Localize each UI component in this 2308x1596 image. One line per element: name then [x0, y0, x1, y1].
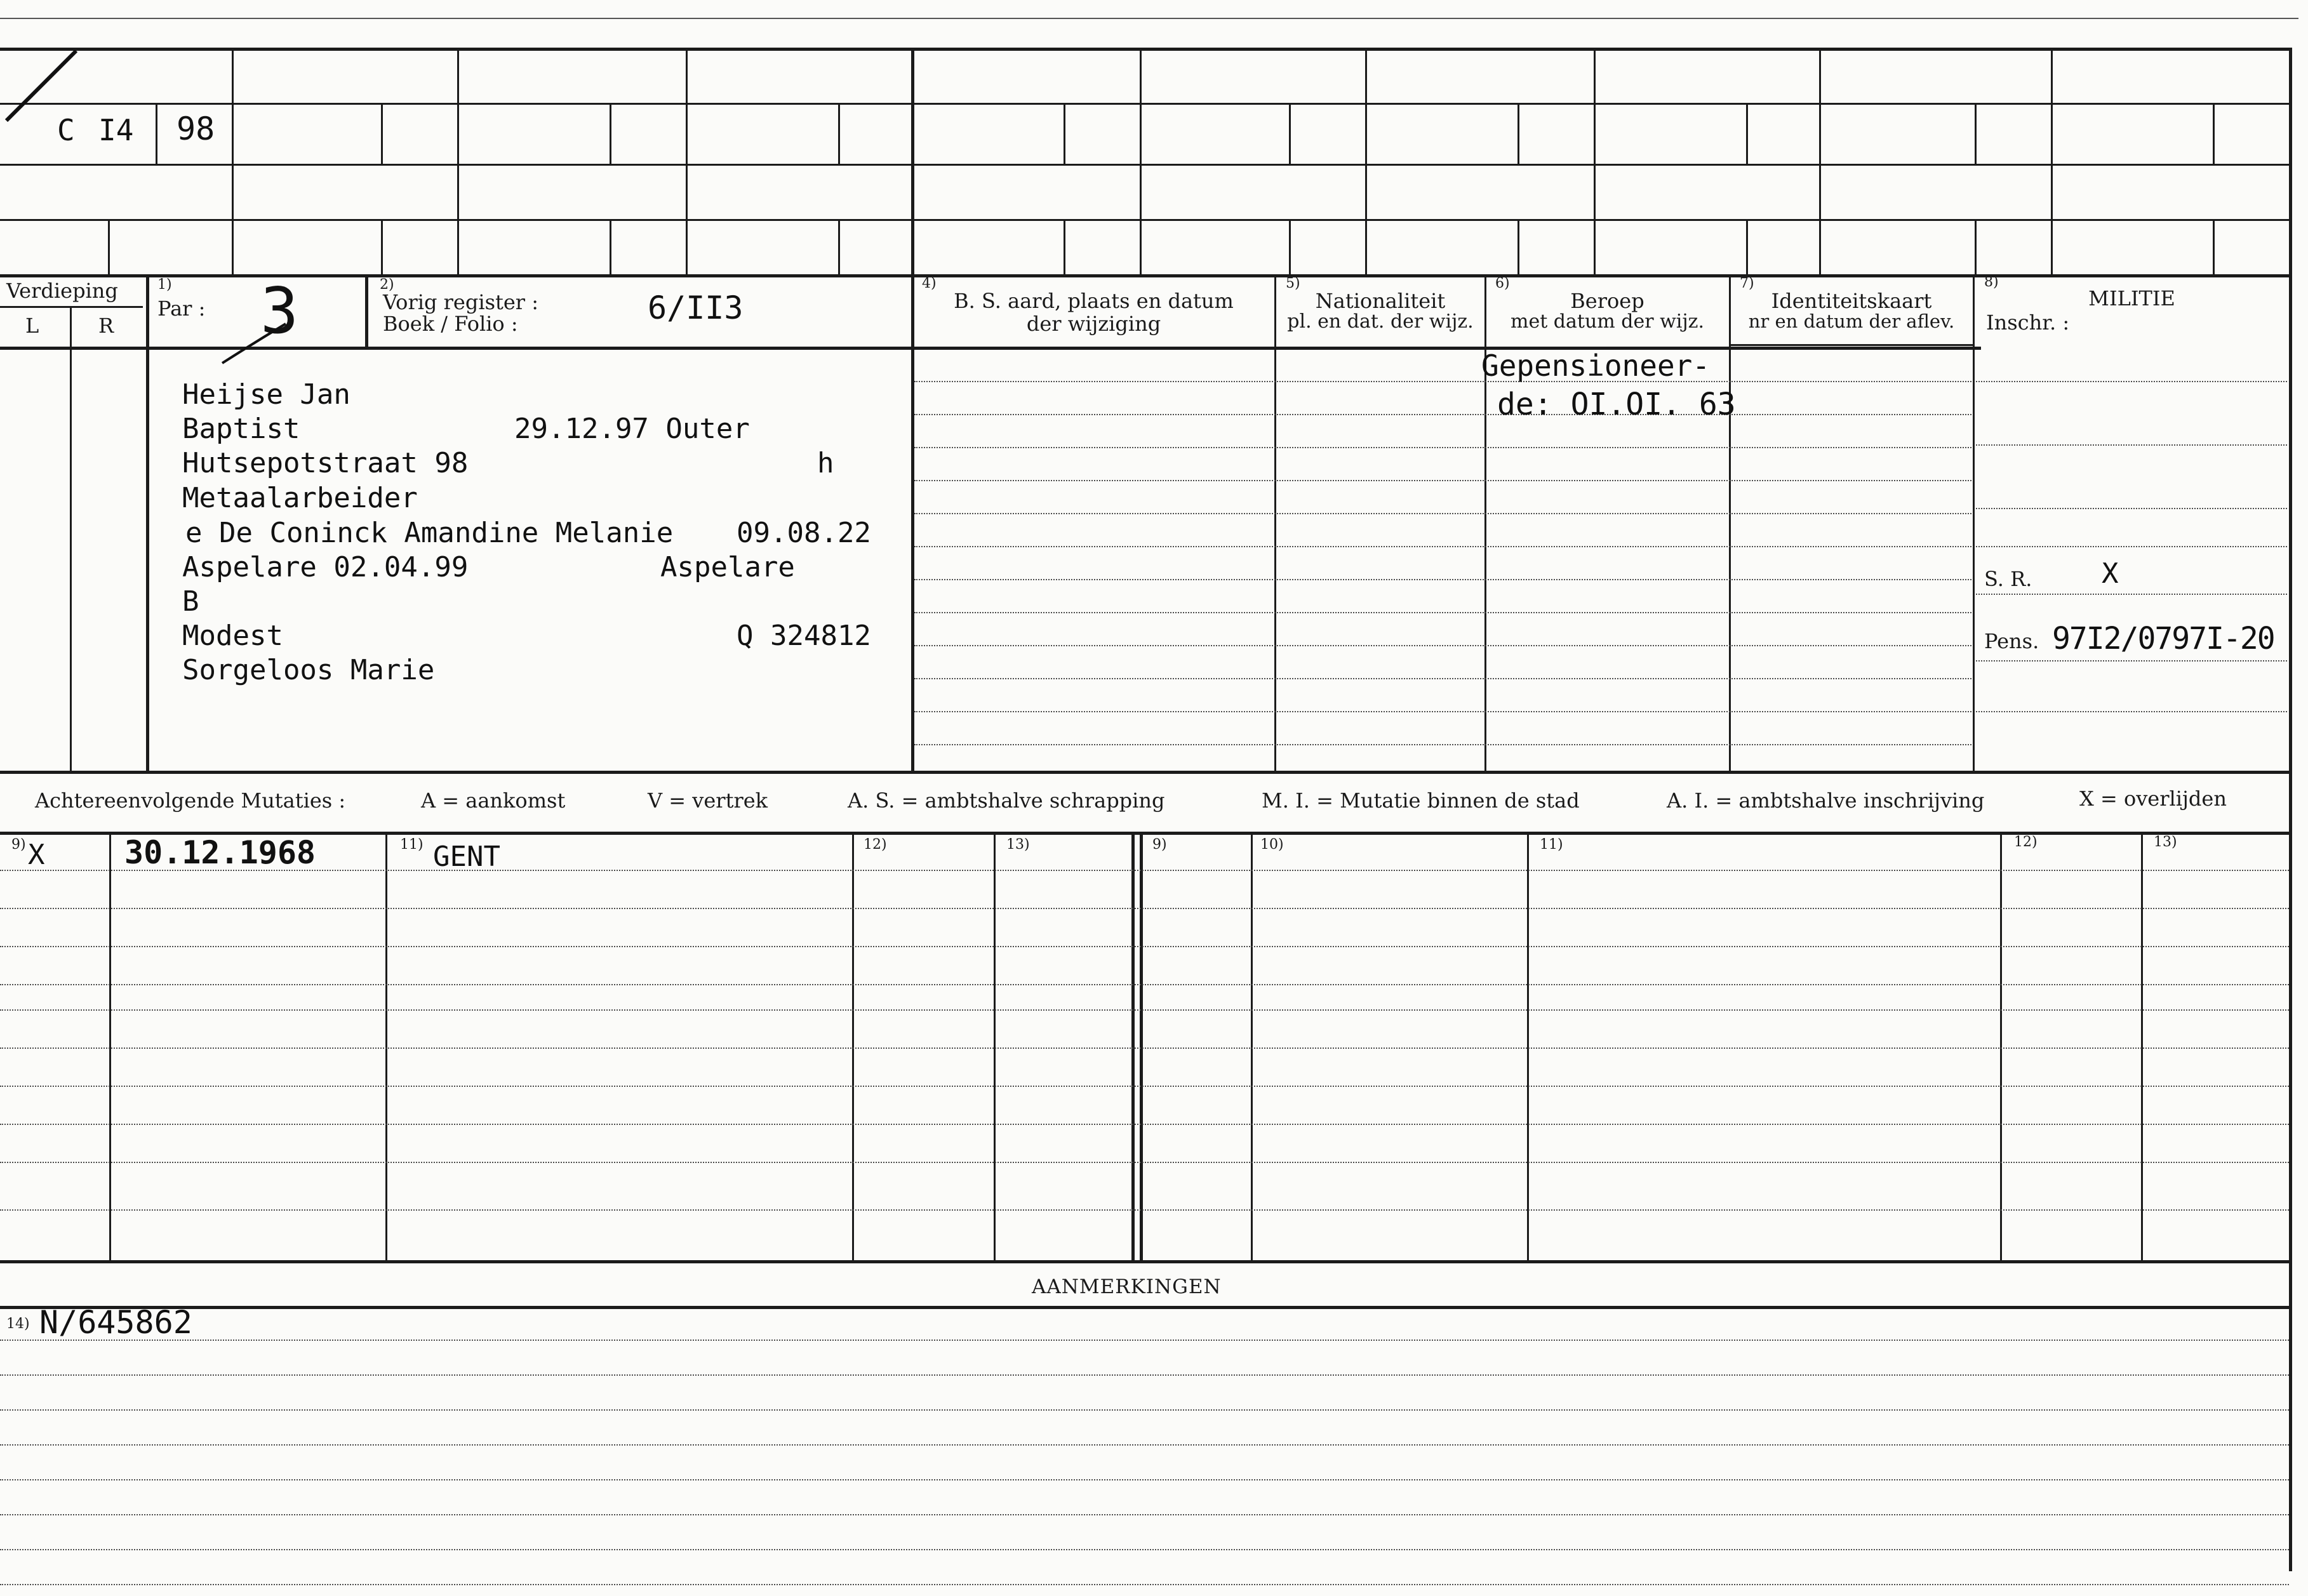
col6-line2: met datum der wijz. — [1511, 310, 1704, 333]
sr-label: S. R. — [1984, 567, 2032, 591]
col4-line2: der wijziging — [1026, 312, 1161, 336]
pens-value: 97I2/0797I-20 — [2052, 621, 2274, 656]
beroep-line1: Gepensioneer- — [1481, 349, 1711, 383]
person-birth: 29.12.97 Outer — [514, 413, 750, 445]
aanmerkingen-value: N/645862 — [39, 1304, 192, 1341]
vorig-num: 2) — [380, 277, 394, 293]
person-mother: Sorgeloos Marie — [182, 654, 435, 686]
code-section: I4 — [98, 113, 134, 147]
par-value: 3 — [260, 274, 299, 348]
aanmerkingen-num: 14) — [6, 1316, 30, 1332]
aanmerkingen-title: AANMERKINGEN — [1032, 1275, 1222, 1298]
col6-line1: Beroep — [1570, 289, 1644, 313]
mut-header-12: 12) — [864, 837, 887, 853]
col7-line1: Identiteitskaart — [1771, 289, 1932, 313]
verdieping-label: Verdieping — [6, 279, 118, 303]
col5-line2: pl. en dat. der wijz. — [1287, 310, 1474, 333]
mutaties-title: Achtereenvolgende Mutaties : — [35, 788, 346, 813]
col6-num: 6) — [1495, 276, 1510, 291]
person-father: Modest — [182, 620, 283, 652]
person-nationality: B — [182, 585, 199, 618]
legend-a: A = aankomst — [421, 788, 566, 813]
house-number: 98 — [177, 110, 215, 147]
person-spouse: e De Coninck Amandine Melanie — [185, 517, 674, 549]
col5-line1: Nationaliteit — [1315, 289, 1446, 313]
col7-num: 7) — [1740, 276, 1754, 291]
mutation-date: 30.12.1968 — [124, 834, 316, 871]
legend-v: V = vertrek — [648, 788, 768, 813]
person-marriage-date: 09.08.22 — [737, 517, 871, 549]
person-occupation: Metaalarbeider — [182, 482, 418, 514]
mut-header-11: 11) — [400, 837, 424, 853]
legend-as: A. S. = ambtshalve schrapping — [848, 788, 1165, 813]
pen-slash-mark — [0, 44, 89, 133]
person-spouse-birthplace: Aspelare — [660, 551, 795, 583]
person-sex: h — [817, 447, 834, 479]
col5-num: 5) — [1286, 276, 1300, 291]
mut-header-9: 9) — [11, 837, 26, 853]
inschr-label: Inschr. : — [1986, 310, 2070, 335]
par-num: 1) — [157, 277, 172, 293]
mut-header-10: 10) — [1260, 837, 1284, 853]
legend-x: X = overlijden — [2079, 787, 2227, 811]
col8-num: 8) — [1984, 274, 1999, 290]
sr-value: X — [2102, 557, 2119, 590]
mut-header-9b: 9) — [1152, 837, 1167, 853]
vorig-register-label: Vorig register : — [383, 290, 539, 314]
person-id-number: Q 324812 — [737, 620, 871, 652]
beroep-line2: de: OI.OI. 63 — [1497, 387, 1736, 422]
person-surname: Heijse Jan — [182, 378, 350, 411]
par-pen-stroke — [216, 317, 292, 368]
col7-line2: nr en datum der aflev. — [1748, 310, 1955, 332]
vorig-register-value: 6/II3 — [648, 289, 744, 326]
col4-num: 4) — [922, 276, 937, 291]
person-firstname: Baptist — [182, 413, 300, 445]
boek-folio-label: Boek / Folio : — [383, 312, 518, 336]
person-spouse-birth: Aspelare 02.04.99 — [182, 551, 469, 583]
mut-header-13b: 13) — [2154, 834, 2177, 850]
mut-header-12b: 12) — [2014, 834, 2038, 850]
verdieping-left: L — [25, 314, 39, 338]
code-letter: C — [57, 113, 75, 147]
mutation-place: GENT — [433, 841, 500, 873]
legend-mi: M. I. = Mutatie binnen de stad — [1262, 788, 1580, 813]
pens-label: Pens. — [1984, 629, 2039, 653]
militie-title: MILITIE — [2088, 286, 2175, 310]
verdieping-right: R — [98, 314, 114, 338]
mut-header-11b: 11) — [1540, 837, 1563, 853]
person-address: Hutsepotstraat 98 — [182, 447, 469, 479]
col4-line1: B. S. aard, plaats en datum — [954, 289, 1234, 313]
mut-header-13: 13) — [1006, 837, 1030, 853]
mutation-type: X — [28, 839, 45, 871]
legend-ai: A. I. = ambtshalve inschrijving — [1667, 788, 1985, 813]
par-label: Par : — [157, 296, 206, 321]
